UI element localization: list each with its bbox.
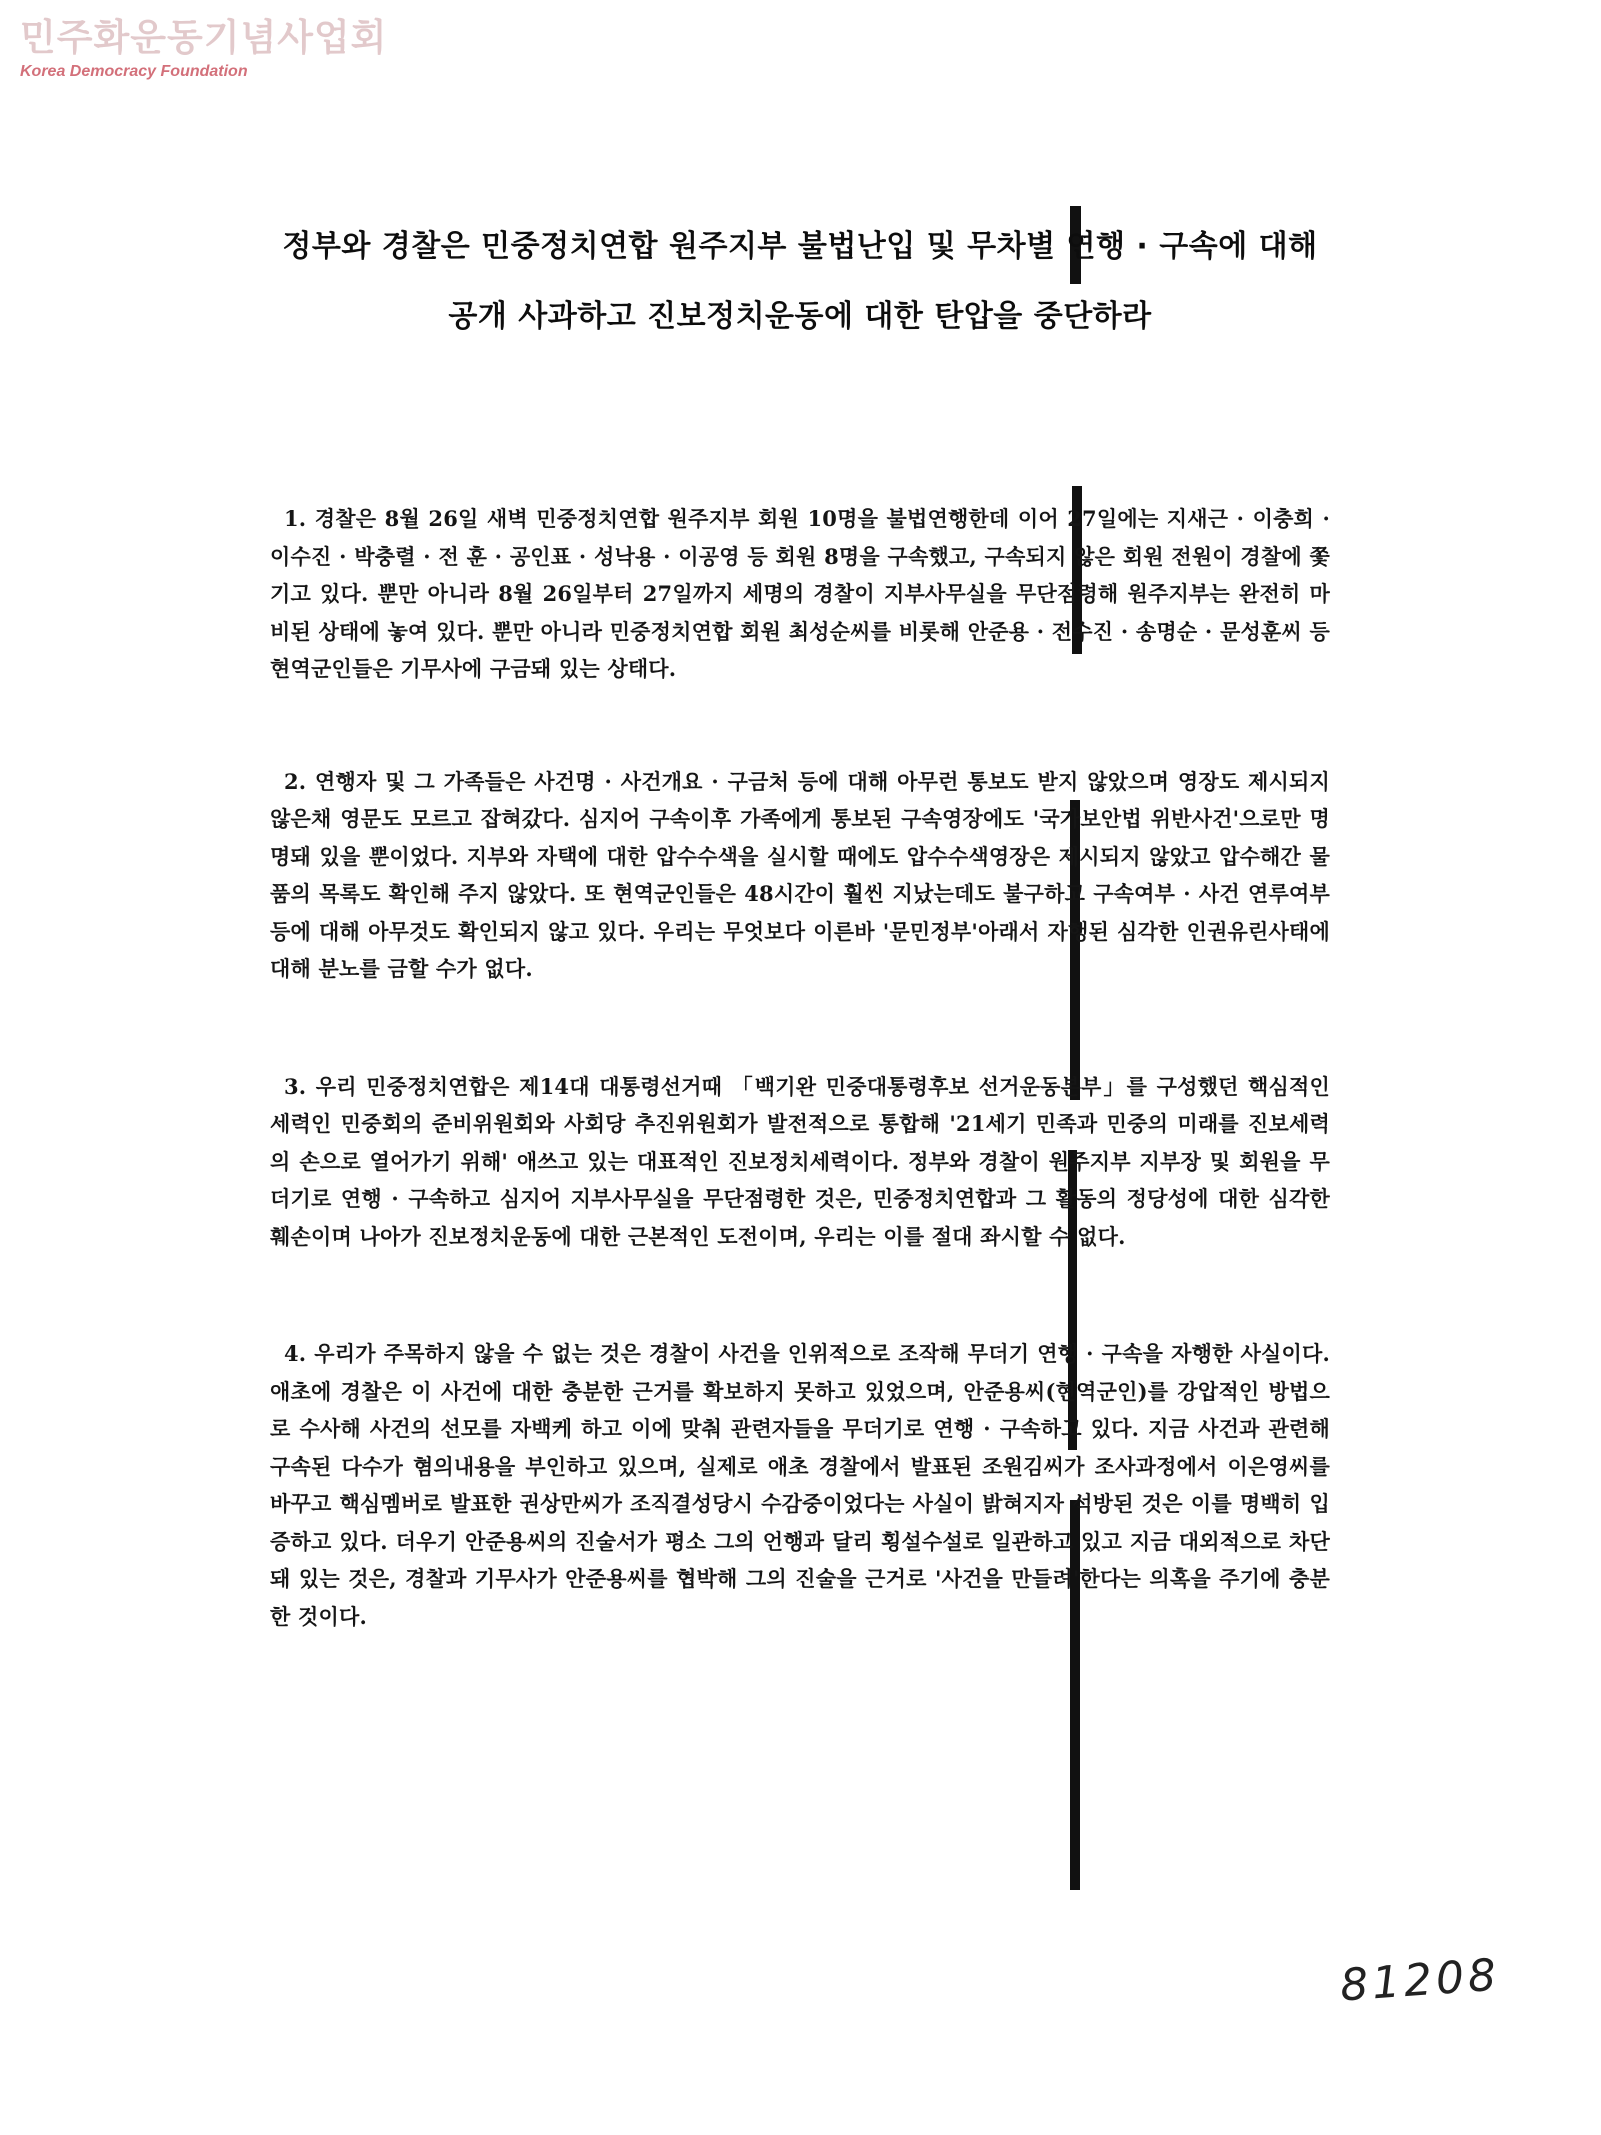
- document-title: [250, 212, 1350, 352]
- document-body: [270, 500, 1330, 1702]
- paragraph-1: 1. 경찰은 8월 26일 새벽 민중정치연합 원주지부 회원 10명을 불법연행한데 이어 27일에는 지새근 · 이충희 · 이수진 · 박충렬 · 전 훈 · 공인표 · 성낙용 · 이공영 등 회원 8명을 구속했고, 구속되지 않은 회원 전원이 경찰에 쫓기고 있다. 뿐만 아니라 8월 26일부터 27일까지 세명의 경찰이 지부사무실을 무단점령해 원주지부는 완전히 마비된 상태에 놓여 있다. 뿐만 아니라 민중정치연합 회원 최성순씨를 비롯해 안준용 · 전수진 · 송명순 · 문성훈씨 등 현역군인들은 기무사에 구금돼 있는 상태다.: [270, 506, 1330, 681]
- title-line-2: 공개 사과하고 진보정치운동에 대한 탄압을 중단하라: [448, 299, 1152, 334]
- title-line-1: 정부와 경찰은 민중정치연합 원주지부 불법난입 및 무차별 연행 · 구속에 대해: [282, 229, 1318, 264]
- paragraph-3: 3. 우리 민중정치연합은 제14대 대통령선거때 「백기완 민중대통령후보 선거운동본부」를 구성했던 핵심적인 세력인 민중회의 준비위원회와 사회당 추진위원회가 발전적으로 통합해 '21세기 민족과 민중의 미래를 진보세력의 손으로 열어가기 위해' 애쓰고 있는 대표적인 진보정치세력이다. 정부와 경찰이 원주지부 지부장 및 회원을 무더기로 연행 · 구속하고 심지어 지부사무실을 무단점령한 것은, 민중정치연합과 그 활동의 정당성에 대한 심각한 훼손이며 나아가 진보정치운동에 대한 근본적인 도전이며, 우리는 이를 절대 좌시할 수 없다.: [270, 1073, 1330, 1249]
- watermark-korean: 민주화운동기념사업회: [20, 16, 388, 59]
- watermark-english: Korea Democracy Foundation: [20, 63, 248, 80]
- paragraph-2: 2. 연행자 및 그 가족들은 사건명 · 사건개요 · 구금처 등에 대해 아무런 통보도 받지 않았으며 영장도 제시되지 않은채 영문도 모르고 잡혀갔다. 심지어 구속이후 가족에게 통보된 구속영장에도 '국가보안법 위반사건'으로만 명명돼 있을 뿐이었다. 지부와 자택에 대한 압수수색을 실시할 때에도 압수수색영장은 제시되지 않았고 압수해간 물품의 목록도 확인해 주지 않았다. 또 현역군인들은 48시간이 훨씬 지났는데도 불구하고 구속여부 · 사건 연루여부 등에 대해 아무것도 확인되지 않고 있다. 우리는 무엇보다 이른바 '문민정부'아래서 자행된 심각한 인권유린사태에 대해 분노를 금할 수가 없다.: [270, 768, 1330, 981]
- watermark-logo: [20, 16, 387, 82]
- handwritten-page-number: 81208: [1338, 1949, 1502, 2012]
- paragraph-4: 4. 우리가 주목하지 않을 수 없는 것은 경찰이 사건을 인위적으로 조작해 무더기 연행 · 구속을 자행한 사실이다. 애초에 경찰은 이 사건에 대한 충분한 근거를 확보하지 못하고 있었으며, 안준용씨(현역군인)를 강압적인 방법으로 수사해 사건의 선모를 자백케 하고 이에 맞춰 관련자들을 무더기로 연행 · 구속하고 있다. 지금 사건과 관련해 구속된 다수가 혐의내용을 부인하고 있으며, 실제로 애초 경찰에서 발표된 조원김씨가 조사과정에서 이은영씨를 바꾸고 핵심멤버로 발표한 권상만씨가 조직결성당시 수감중이었다는 사실이 밝혀지자 석방된 것은 이를 명백히 입증하고 있다. 더우기 안준용씨의 진술서가 평소 그의 언행과 달리 횡설수설로 일관하고 있고 지금 대외적으로 차단돼 있는 것은, 경찰과 기무사가 안준용씨를 협박해 그의 진술을 근거로 '사건을 만들려'한다는 의혹을 주기에 충분한 것이다.: [270, 1341, 1330, 1629]
